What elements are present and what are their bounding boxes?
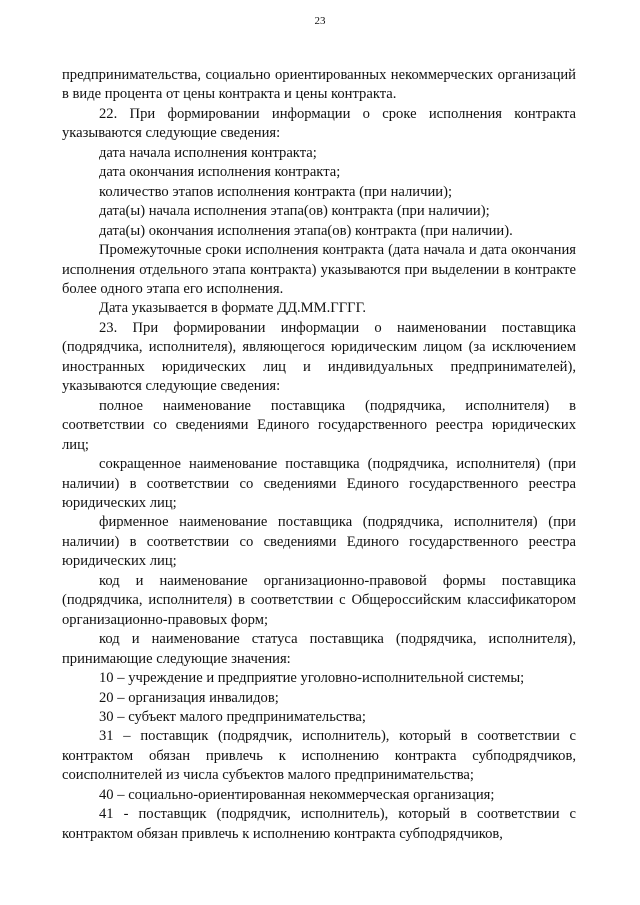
paragraph-full-name: полное наименование поставщика (подрядчика, исполнителя) в соответствии со сведениями Единого государственного реестра юридических лиц; — [62, 397, 576, 453]
paragraph-end-date: дата окончания исполнения контракта; — [99, 164, 341, 181]
paragraph-start-date: дата начала исполнения контракта; — [99, 144, 317, 161]
paragraph-status-20: 20 – организация инвалидов; — [99, 689, 279, 706]
paragraph-stages-count: количество этапов исполнения контракта (при наличии); — [99, 183, 452, 200]
paragraph-status-10: 10 – учреждение и предприятие уголовно-исполнительной системы; — [99, 670, 525, 687]
paragraph-item-23: 23. При формировании информации о наименовании поставщика (подрядчика, исполнителя), являющегося юридическим лицом (за исключением иностранных юридических лиц и индивидуальных предпринимателей), указываются следующие сведения: — [62, 319, 576, 395]
paragraph-status-41: 41 - поставщик (подрядчик, исполнитель), который в соответствии с контрактом обязан привлечь к исполнению контракта субподрядчиков, — [62, 806, 576, 842]
paragraph-status-31: 31 – поставщик (подрядчик, исполнитель), который в соответствии с контрактом обязан привлечь к исполнению контракта субподрядчиков, соисполнителей из числа субъектов малого предпринимательства; — [62, 728, 576, 784]
paragraph-legal-form: код и наименование организационно-правовой формы поставщика (подрядчика, исполнителя) в соответствии с Общероссийским классификатором организационно-правовых форм; — [62, 572, 576, 628]
paragraph-item-22: 22. При формировании информации о сроке исполнения контракта указываются следующие сведения: — [62, 105, 576, 142]
paragraph-continuation: предпринимательства, социально ориентированных некоммерческих организаций в виде процента от цены контракта и цены контракта. — [62, 67, 576, 103]
paragraph-status-40: 40 – социально-ориентированная некоммерческая организация; — [99, 786, 495, 803]
paragraph-status-30: 30 – субъект малого предпринимательства; — [99, 708, 366, 725]
paragraph-status: код и наименование статуса поставщика (подрядчика, исполнителя), принимающие следующие значения: — [62, 631, 576, 667]
paragraph-short-name: сокращенное наименование поставщика (подрядчика, исполнителя) (при наличии) в соответствии со сведениями Единого государственного реестра юридических лиц; — [62, 456, 576, 511]
paragraph-firm-name: фирменное наименование поставщика (подрядчика, исполнителя) (при наличии) в соответствии со сведениями Единого государственного реестра юридических лиц; — [62, 514, 576, 570]
paragraph-date-format: Дата указывается в формате ДД.ММ.ГГГГ. — [99, 300, 367, 317]
document-body — [62, 66, 576, 844]
paragraph-intermediate-dates: Промежуточные сроки исполнения контракта (дата начала и дата окончания исполнения отдельного этапа контракта) указываются при выделении в контракте более одного этапа его исполнения. — [62, 242, 576, 297]
page-number: 23 — [314, 15, 326, 27]
paragraph-stages-end: дата(ы) окончания исполнения этапа(ов) контракта (при наличии). — [99, 222, 513, 239]
paragraph-stages-start: дата(ы) начала исполнения этапа(ов) контракта (при наличии); — [99, 203, 490, 220]
